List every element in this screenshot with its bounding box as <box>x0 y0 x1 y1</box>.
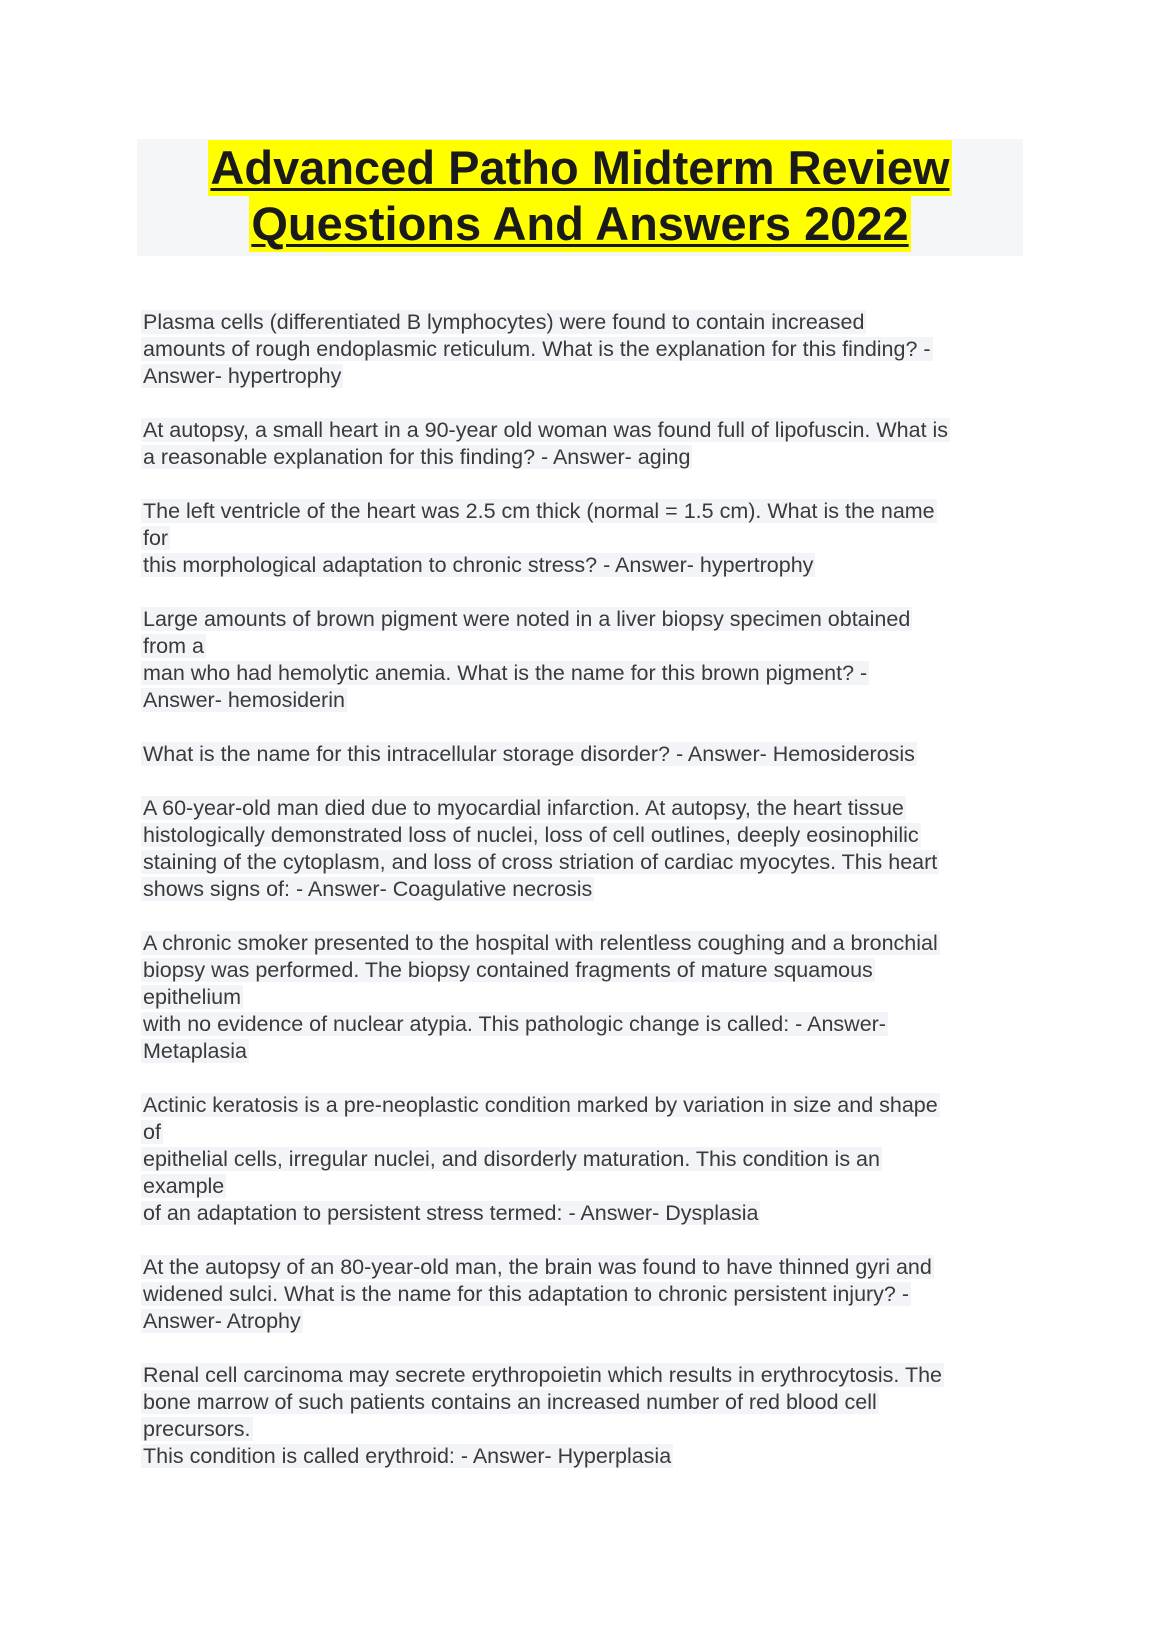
qa-line <box>141 552 1021 579</box>
qa-line-text: from a <box>143 634 204 658</box>
qa-line-text: Answer- Atrophy <box>143 1309 301 1333</box>
qa-line <box>141 363 1021 390</box>
qa-line-text: bone marrow of such patients contains an increased number of red blood cell <box>143 1390 877 1414</box>
qa-line-text: This condition is called erythroid: - Answer- Hyperplasia <box>143 1444 672 1468</box>
qa-line-text: widened sulci. What is the name for this adaptation to chronic persistent injury? - <box>143 1282 910 1306</box>
qa-line-text: a reasonable explanation for this finding? - Answer- aging <box>143 445 691 469</box>
qa-line-text: staining of the cytoplasm, and loss of cross striation of cardiac myocytes. This heart <box>143 850 938 874</box>
qa-line <box>141 417 1021 444</box>
qa-line <box>141 1038 1021 1065</box>
qa-item <box>141 1254 1021 1335</box>
qa-line-text: man who had hemolytic anemia. What is the name for this brown pigment? - <box>143 661 868 685</box>
qa-line <box>141 633 1021 660</box>
qa-item <box>141 1092 1021 1227</box>
qa-line-text: example <box>143 1174 225 1198</box>
qa-line-text: epithelial cells, irregular nuclei, and disorderly maturation. This condition is an <box>143 1147 880 1171</box>
qa-line <box>141 336 1021 363</box>
qa-line-text: precursors. <box>143 1417 251 1441</box>
qa-line <box>141 984 1021 1011</box>
qa-line-text: Answer- hemosiderin <box>143 688 345 712</box>
qa-line <box>141 1119 1021 1146</box>
qa-line <box>141 660 1021 687</box>
qa-line-text: with no evidence of nuclear atypia. This pathologic change is called: - Answer- <box>143 1012 886 1036</box>
qa-line <box>141 1200 1021 1227</box>
qa-line <box>141 1389 1021 1416</box>
qa-line <box>141 1254 1021 1281</box>
qa-item <box>141 1362 1021 1470</box>
qa-line-text: A 60-year-old man died due to myocardial infarction. At autopsy, the heart tissue <box>143 796 904 820</box>
qa-line-text: Renal cell carcinoma may secrete erythropoietin which results in erythrocytosis. The <box>143 1363 943 1387</box>
qa-line <box>141 876 1021 903</box>
qa-line-text: Metaplasia <box>143 1039 247 1063</box>
qa-line <box>141 687 1021 714</box>
qa-item <box>141 606 1021 714</box>
qa-item <box>141 498 1021 579</box>
qa-line <box>141 1308 1021 1335</box>
qa-line-text: shows signs of: - Answer- Coagulative necrosis <box>143 877 593 901</box>
qa-line <box>141 606 1021 633</box>
qa-line-text: of an adaptation to persistent stress termed: - Answer- Dysplasia <box>143 1201 759 1225</box>
qa-line-text: A chronic smoker presented to the hospital with relentless coughing and a bronchial <box>143 931 938 955</box>
title-line-2: Questions And Answers 2022 <box>251 197 909 250</box>
qa-line-text: Large amounts of brown pigment were noted in a liver biopsy specimen obtained <box>143 607 911 631</box>
qa-line <box>141 498 1021 525</box>
qa-line <box>141 930 1021 957</box>
qa-line-text: this morphological adaptation to chronic stress? - Answer- hypertrophy <box>143 553 814 577</box>
qa-line <box>141 1146 1021 1173</box>
qa-line <box>141 1416 1021 1443</box>
qa-line-text: Plasma cells (differentiated B lymphocytes) were found to contain increased <box>143 310 865 334</box>
qa-line-text: Answer- hypertrophy <box>143 364 342 388</box>
qa-line <box>141 822 1021 849</box>
qa-line <box>141 795 1021 822</box>
qa-line-text: biopsy was performed. The biopsy contained fragments of mature squamous <box>143 958 873 982</box>
qa-line <box>141 444 1021 471</box>
qa-line-text: amounts of rough endoplasmic reticulum. What is the explanation for this finding? - <box>143 337 931 361</box>
qa-line <box>141 525 1021 552</box>
qa-item <box>141 795 1021 903</box>
qa-item <box>141 930 1021 1065</box>
qa-line-text: The left ventricle of the heart was 2.5 cm thick (normal = 1.5 cm). What is the name <box>143 499 935 523</box>
qa-line <box>141 957 1021 984</box>
qa-line <box>141 1362 1021 1389</box>
title-line-1: Advanced Patho Midterm Review <box>210 141 950 194</box>
qa-line-text: histologically demonstrated loss of nuclei, loss of cell outlines, deeply eosinophilic <box>143 823 919 847</box>
qa-line <box>141 1011 1021 1038</box>
qa-line-text: At the autopsy of an 80-year-old man, the brain was found to have thinned gyri and <box>143 1255 932 1279</box>
qa-item <box>141 417 1021 471</box>
qa-list <box>141 309 1021 1497</box>
qa-line <box>141 1281 1021 1308</box>
qa-line-text: for <box>143 526 169 550</box>
qa-item <box>141 309 1021 390</box>
qa-line <box>141 1173 1021 1200</box>
qa-line <box>141 309 1021 336</box>
qa-line-text: of <box>143 1120 161 1144</box>
qa-line-text: At autopsy, a small heart in a 90-year old woman was found full of lipofuscin. What is <box>143 418 949 442</box>
qa-item <box>141 741 1021 768</box>
qa-line-text: What is the name for this intracellular storage disorder? - Answer- Hemosiderosis <box>143 742 915 766</box>
document-title <box>137 139 1023 256</box>
qa-line-text: epithelium <box>143 985 241 1009</box>
qa-line <box>141 1443 1021 1470</box>
qa-line <box>141 741 1021 768</box>
qa-line <box>141 1092 1021 1119</box>
qa-line <box>141 849 1021 876</box>
qa-line-text: Actinic keratosis is a pre-neoplastic condition marked by variation in size and shape <box>143 1093 938 1117</box>
